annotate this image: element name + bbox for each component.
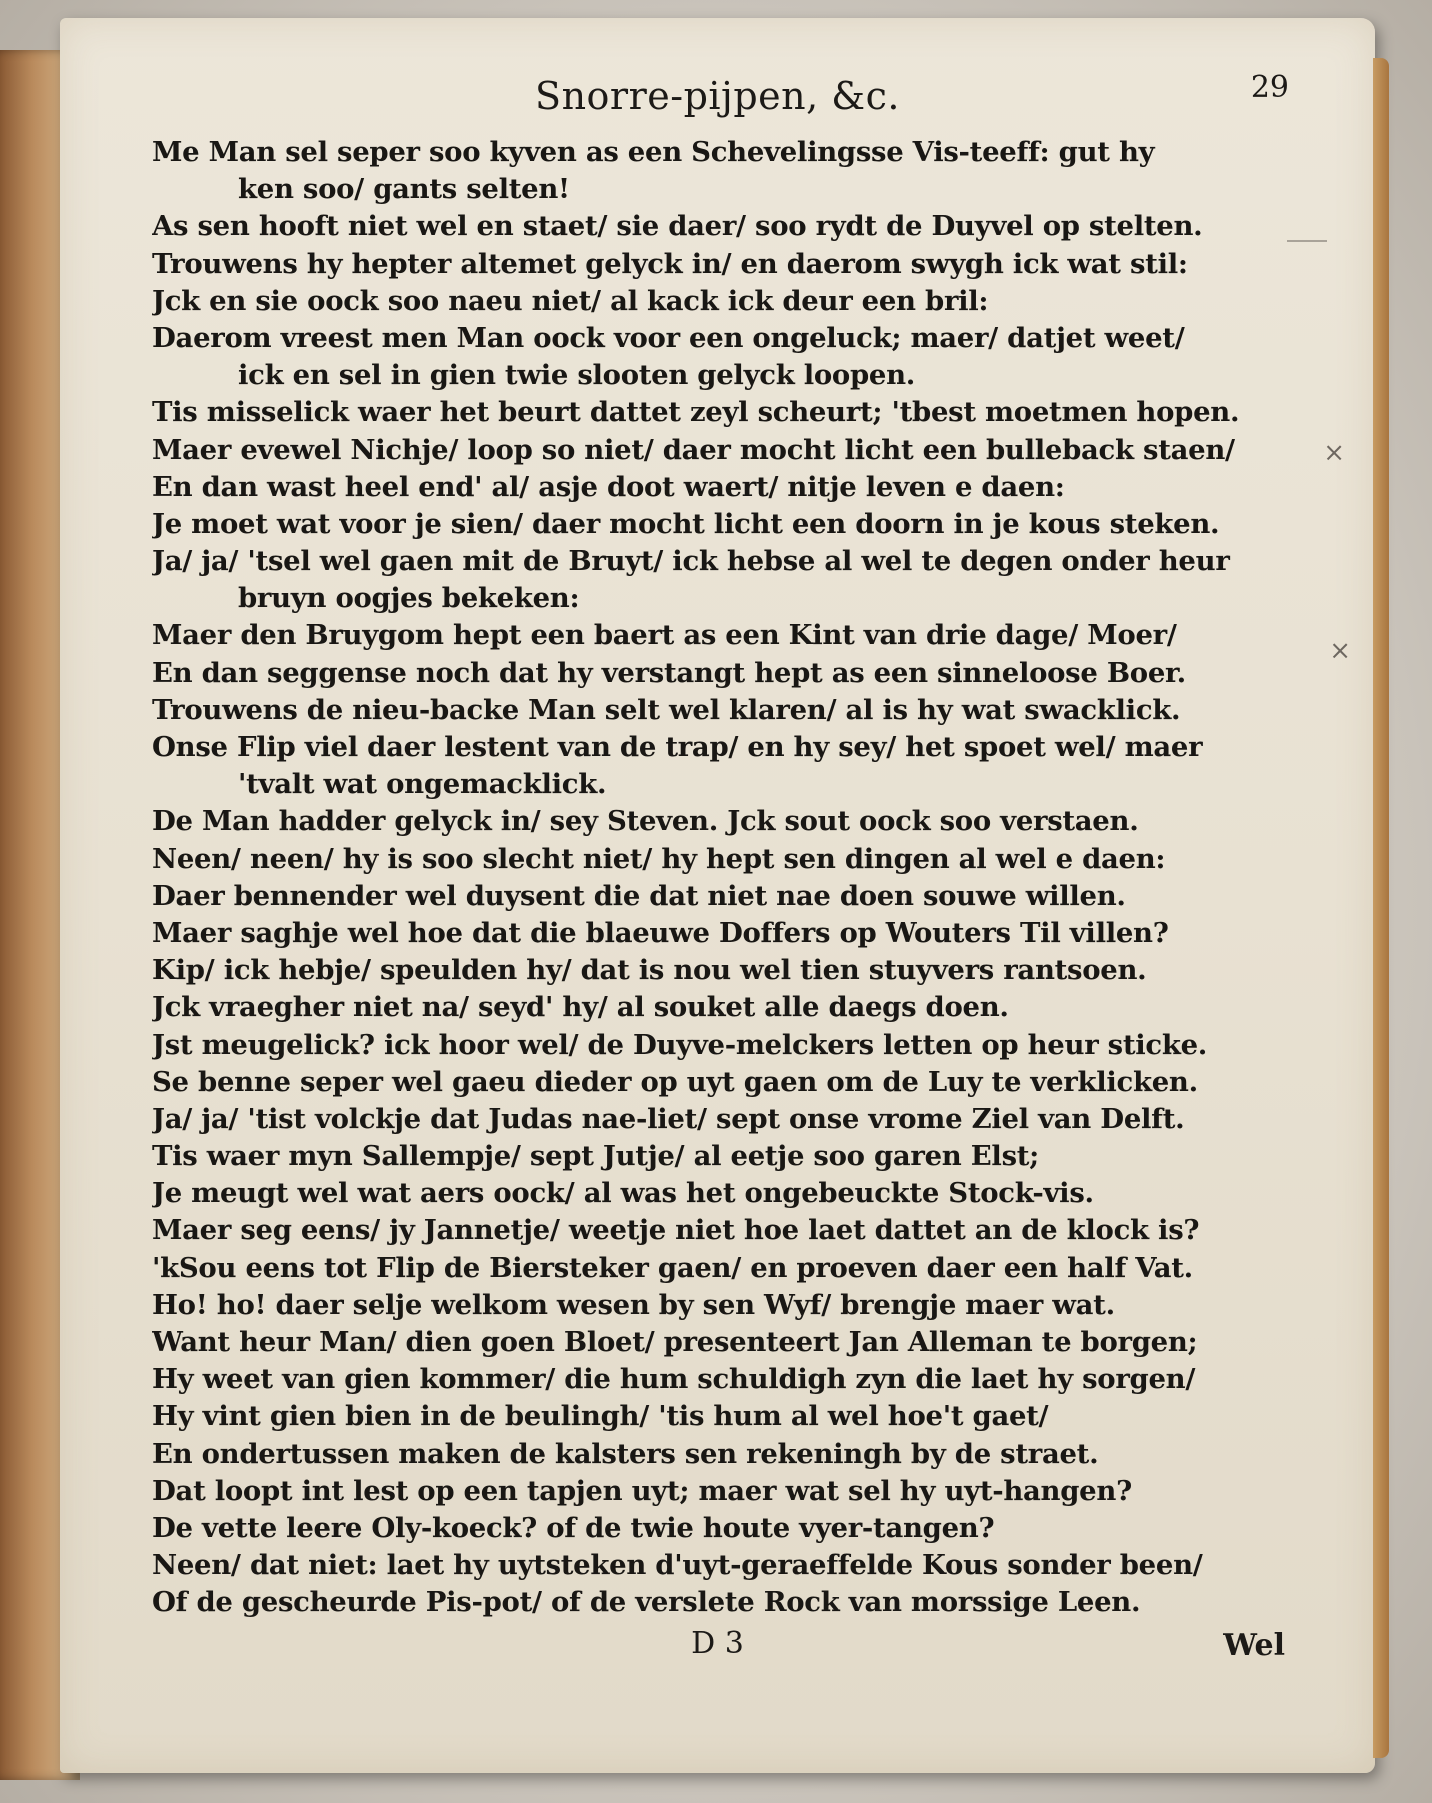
- text-line: Ja/ ja/ 'tsel wel gaen mit de Bruyt/ ick hebse al wel te degen onder heur: [152, 545, 1230, 578]
- text-line: 'tvalt wat ongemacklick.: [238, 768, 607, 801]
- text-line: Neen/ neen/ hy is soo slecht niet/ hy hept sen dingen al wel e daen:: [152, 842, 1166, 875]
- text-line: Daer bennender wel duysent die dat niet nae doen souwe willen.: [152, 879, 1126, 912]
- text-line: Jck en sie oock soo naeu niet/ al kack ick deur een bril:: [152, 284, 989, 317]
- text-line: Trouwens hy hepter altemet gelyck in/ en daerom swygh ick wat stil:: [152, 247, 1188, 280]
- text-line: ick en sel in gien twie slooten gelyck loopen.: [238, 359, 916, 392]
- text-line: bruyn oogjes bekeken:: [238, 582, 580, 615]
- text-line: Dat loopt int lest op een tapjen uyt; maer wat sel hy uyt-hangen?: [152, 1474, 1132, 1507]
- text-line: Tis misselick waer het beurt dattet zeyl scheurt; 'tbest moetmen hopen.: [152, 396, 1240, 429]
- catchword: Wel: [1223, 1628, 1285, 1663]
- text-line: Ja/ ja/ 'tist volckje dat Judas nae-liet/ sept onse vrome Ziel van Delft.: [152, 1102, 1185, 1135]
- text-line: Je moet wat voor je sien/ daer mocht licht een doorn in je kous steken.: [152, 507, 1220, 540]
- text-line: Se benne seper wel gaeu dieder op uyt gaen om de Luy te verklicken.: [152, 1065, 1198, 1098]
- page-number: 29: [1250, 70, 1289, 105]
- running-head: Snorre-pijpen, &c.: [535, 74, 900, 118]
- text-line: En ondertussen maken de kalsters sen rekeningh by de straet.: [152, 1437, 1099, 1470]
- text-line: Trouwens de nieu-backe Man selt wel klaren/ al is hy wat swacklick.: [152, 693, 1181, 726]
- text-line: Maer evewel Nichje/ loop so niet/ daer mocht licht een bulleback staen/: [152, 433, 1235, 466]
- text-line: Jck vraegher niet na/ seyd' hy/ al souket alle daegs doen.: [152, 991, 1009, 1024]
- book-page: [60, 18, 1375, 1773]
- text-line: Kip/ ick hebje/ speulden hy/ dat is nou wel tien stuyvers rantsoen.: [152, 954, 1147, 987]
- text-line: Maer seg eens/ jy Jannetje/ weetje niet hoe laet dattet an de klock is?: [152, 1214, 1200, 1247]
- text-line: De vette leere Oly-koeck? of de twie houte vyer-tangen?: [152, 1511, 995, 1544]
- margin-mark-2: ×: [1329, 636, 1351, 666]
- signature-mark: D 3: [691, 1626, 744, 1661]
- text-line: Want heur Man/ dien goen Bloet/ presenteert Jan Alleman te borgen;: [152, 1326, 1198, 1358]
- text-line: Ho! ho! daer selje welkom wesen by sen Wyf/ brengje maer wat.: [152, 1288, 1115, 1321]
- text-line: Hy weet van gien kommer/ die hum schuldigh zyn die laet hy sorgen/: [152, 1363, 1196, 1396]
- margin-mark-1: ×: [1323, 438, 1345, 468]
- pencil-mark-line: [1287, 240, 1327, 242]
- text-line: Tis waer myn Sallempje/ sept Jutje/ al eetje soo garen Elst;: [152, 1140, 1040, 1173]
- text-line: Neen/ dat niet: laet hy uytsteken d'uyt-geraeffelde Kous sonder been/: [152, 1549, 1203, 1582]
- text-line: As sen hooft niet wel en staet/ sie daer/ soo rydt de Duyvel op stelten.: [152, 210, 1203, 243]
- text-block: [152, 134, 1312, 1622]
- text-line: Maer den Bruygom hept een baert as een Kint van drie dage/ Moer/: [152, 619, 1177, 652]
- text-line: Maer saghje wel hoe dat die blaeuwe Doffers op Wouters Til villen?: [152, 916, 1169, 949]
- text-line: Daerom vreest men Man oock voor een ongeluck; maer/ datjet weet/: [152, 321, 1185, 354]
- text-line: Of de gescheurde Pis-pot/ of de verslete Rock van morssige Leen.: [152, 1586, 1141, 1619]
- text-line: Hy vint gien bien in de beulingh/ 'tis hum al wel hoe't gaet/: [152, 1400, 1049, 1433]
- page-fore-edge: [1373, 58, 1389, 1758]
- text-line: Jst meugelick? ick hoor wel/ de Duyve-melckers letten op heur sticke.: [152, 1028, 1208, 1061]
- text-line: Me Man sel seper soo kyven as een Schevelingsse Vis-teeff: gut hy: [152, 136, 1155, 168]
- text-line: Je meugt wel wat aers oock/ al was het ongebeuckte Stock-vis.: [152, 1177, 1094, 1210]
- text-line: 'kSou eens tot Flip de Biersteker gaen/ en proeven daer een half Vat.: [152, 1251, 1193, 1284]
- text-line: Onse Flip viel daer lestent van de trap/ en hy sey/ het spoet wel/ maer: [152, 731, 1203, 763]
- text-line: En dan wast heel end' al/ asje doot waert/ nitje leven e daen:: [152, 470, 1065, 503]
- text-line: ken soo/ gants selten!: [238, 173, 570, 206]
- text-line: En dan seggense noch dat hy verstangt hept as een sinneloose Boer.: [152, 656, 1186, 689]
- text-line: De Man hadder gelyck in/ sey Steven. Jck sout oock soo verstaen.: [152, 805, 1139, 838]
